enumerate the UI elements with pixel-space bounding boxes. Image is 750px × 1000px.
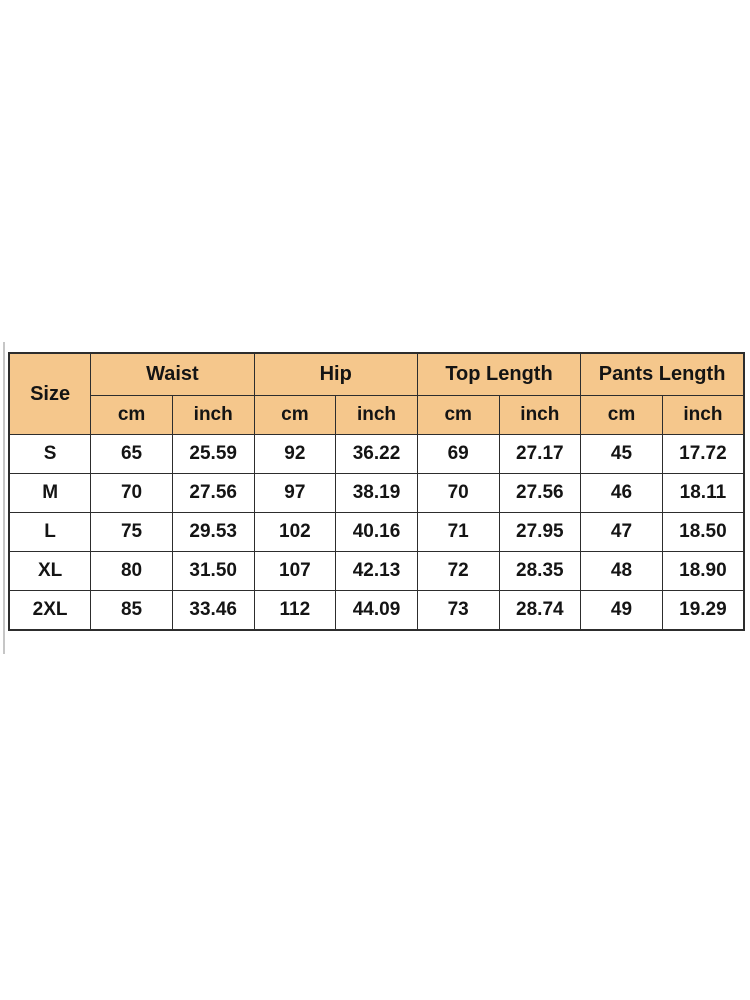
measurement-cell: 27.56	[172, 474, 254, 513]
group-header-pants-length: Pants Length	[581, 353, 744, 396]
measurement-cell: 85	[91, 591, 173, 631]
size-row-l	[9, 513, 744, 552]
size-value-cell: 2XL	[9, 591, 91, 631]
measurement-cell: 107	[254, 552, 336, 591]
measurement-cell: 28.74	[499, 591, 581, 631]
measurement-cell: 42.13	[336, 552, 418, 591]
measurement-cell: 44.09	[336, 591, 418, 631]
size-column-header: Size	[9, 353, 91, 435]
unit-header-top-length-inch: inch	[499, 396, 581, 435]
unit-header-row	[9, 396, 744, 435]
measurement-cell: 69	[417, 435, 499, 474]
measurement-cell: 36.22	[336, 435, 418, 474]
measurement-cell: 17.72	[662, 435, 744, 474]
measurement-cell: 27.17	[499, 435, 581, 474]
measurement-cell: 97	[254, 474, 336, 513]
size-value-cell: S	[9, 435, 91, 474]
measurement-cell: 27.56	[499, 474, 581, 513]
measurement-cell: 47	[581, 513, 663, 552]
left-edge-line	[3, 342, 5, 654]
unit-header-top-length-cm: cm	[417, 396, 499, 435]
size-row-m	[9, 474, 744, 513]
group-header-waist: Waist	[91, 353, 254, 396]
measurement-cell: 70	[91, 474, 173, 513]
measurement-cell: 92	[254, 435, 336, 474]
measurement-cell: 31.50	[172, 552, 254, 591]
measurement-cell: 27.95	[499, 513, 581, 552]
measurement-cell: 48	[581, 552, 663, 591]
measurement-cell: 80	[91, 552, 173, 591]
unit-header-hip-cm: cm	[254, 396, 336, 435]
measurement-cell: 73	[417, 591, 499, 631]
measurement-cell: 19.29	[662, 591, 744, 631]
measurement-cell: 46	[581, 474, 663, 513]
measurement-cell: 25.59	[172, 435, 254, 474]
size-value-cell: XL	[9, 552, 91, 591]
size-chart-table	[8, 352, 745, 631]
measurement-cell: 40.16	[336, 513, 418, 552]
measurement-cell: 70	[417, 474, 499, 513]
size-row-2xl	[9, 591, 744, 631]
size-value-cell: M	[9, 474, 91, 513]
size-row-xl	[9, 552, 744, 591]
measurement-cell: 71	[417, 513, 499, 552]
measurement-cell: 45	[581, 435, 663, 474]
measurement-cell: 18.90	[662, 552, 744, 591]
size-row-s	[9, 435, 744, 474]
unit-header-pants-length-cm: cm	[581, 396, 663, 435]
unit-header-hip-inch: inch	[336, 396, 418, 435]
measurement-cell: 65	[91, 435, 173, 474]
measurement-cell: 38.19	[336, 474, 418, 513]
measurement-cell: 18.50	[662, 513, 744, 552]
unit-header-waist-cm: cm	[91, 396, 173, 435]
measurement-cell: 33.46	[172, 591, 254, 631]
measurement-cell: 75	[91, 513, 173, 552]
size-value-cell: L	[9, 513, 91, 552]
measurement-cell: 28.35	[499, 552, 581, 591]
group-header-top-length: Top Length	[417, 353, 580, 396]
unit-header-pants-length-inch: inch	[662, 396, 744, 435]
measurement-cell: 102	[254, 513, 336, 552]
group-header-row	[9, 353, 744, 396]
unit-header-waist-inch: inch	[172, 396, 254, 435]
measurement-cell: 112	[254, 591, 336, 631]
measurement-cell: 72	[417, 552, 499, 591]
group-header-hip: Hip	[254, 353, 417, 396]
measurement-cell: 18.11	[662, 474, 744, 513]
measurement-cell: 29.53	[172, 513, 254, 552]
measurement-cell: 49	[581, 591, 663, 631]
